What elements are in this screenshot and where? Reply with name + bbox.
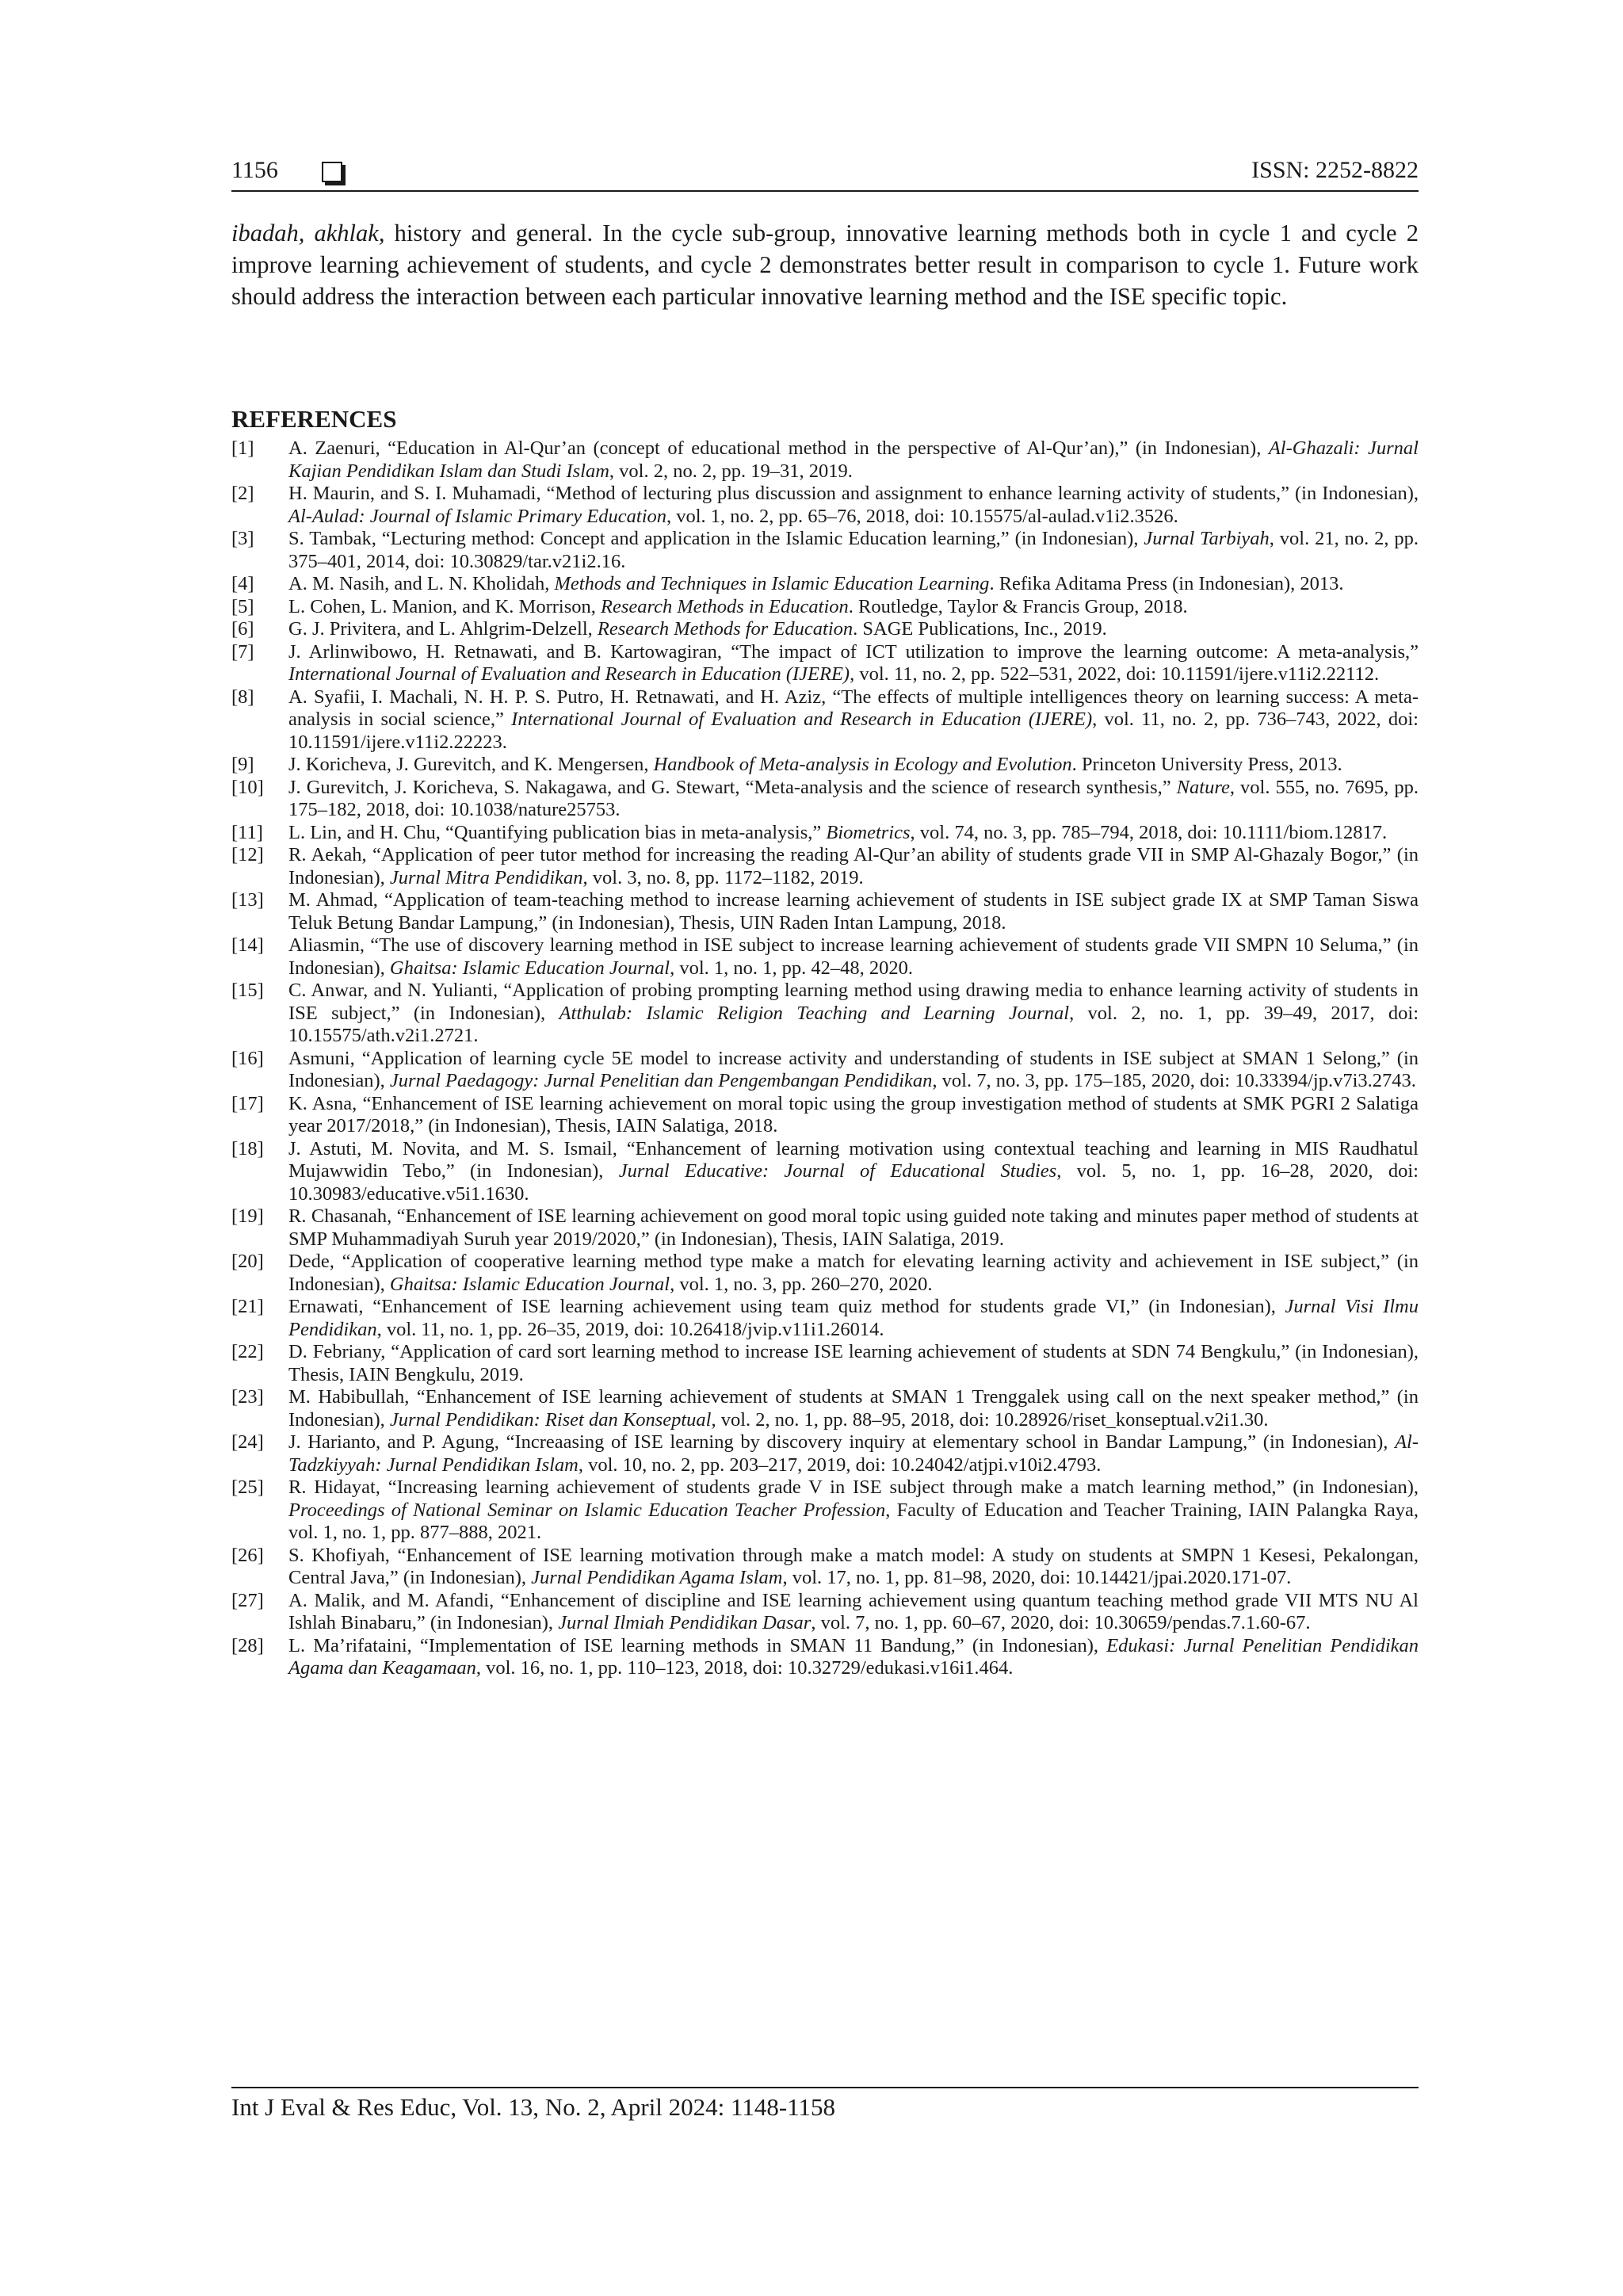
reference-number: [11]: [231, 821, 263, 843]
reference-details: . Routledge, Taylor & Francis Group, 2018.: [848, 595, 1188, 617]
reference-source: Edukasi: Jurnal Penelitian Pendidikan Agama dan Keagamaan: [288, 1634, 1419, 1679]
reference-number: [27]: [231, 1589, 264, 1611]
reference-number: [17]: [231, 1092, 264, 1114]
reference-text: [288, 754, 1419, 777]
reference-details: . Princeton University Press, 2013.: [1071, 754, 1342, 775]
reference-authors-title: A. Syafii, I. Machali, N. H. P. S. Putro, H. Retnawati, and H. Aziz, “The effects of multiple intelligences theory on learning success: A meta-analysis in social science,”: [288, 686, 1419, 730]
square-icon: [322, 162, 342, 182]
reference-authors-title: Ernawati, “Enhancement of ISE learning achievement using team quiz method for students grade VI,” (in Indonesian),: [288, 1296, 1285, 1317]
reference-source: Methods and Techniques in Islamic Education Learning: [554, 573, 990, 594]
reference-number: [1]: [231, 437, 254, 459]
reference-text: [288, 483, 1419, 528]
reference-number: [2]: [231, 483, 254, 504]
reference-number: [19]: [231, 1205, 264, 1227]
reference-number: [21]: [231, 1296, 264, 1317]
reference-item: [231, 686, 1419, 755]
reference-item: [231, 754, 1419, 777]
reference-text: [288, 1205, 1419, 1251]
reference-item: [231, 1048, 1419, 1093]
reference-details: . SAGE Publications, Inc., 2019.: [853, 618, 1107, 640]
reference-item: [231, 573, 1419, 596]
reference-item: [231, 1251, 1419, 1296]
reference-text: [288, 980, 1419, 1048]
reference-text: [288, 1093, 1419, 1138]
reference-details: , vol. 11, no. 2, pp. 736–743, 2022, doi: 10.11591/ijere.v11i2.22223.: [288, 709, 1419, 753]
reference-source: Al-Tadzkiyyah: Jurnal Pendidikan Islam: [288, 1431, 1419, 1476]
reference-authors-title: L. Cohen, L. Manion, and K. Morrison,: [288, 595, 601, 617]
reference-item: [231, 1138, 1419, 1206]
reference-details: , vol. 16, no. 1, pp. 110–123, 2018, doi: 10.32729/edukasi.v16i1.464.: [475, 1657, 1014, 1679]
reference-item: [231, 528, 1419, 573]
reference-source: Ghaitsa: Islamic Education Journal: [389, 1273, 670, 1295]
reference-details: , vol. 2, no. 1, pp. 39–49, 2017, doi: 10.15575/ath.v2i1.2721.: [288, 1002, 1419, 1046]
reference-number: [25]: [231, 1477, 264, 1498]
reference-source: International Journal of Evaluation and Research in Education (IJERE): [511, 709, 1093, 730]
reference-source: Proceedings of National Seminar on Islamic Education Teacher Profession: [288, 1499, 886, 1521]
reference-item: [231, 1635, 1419, 1680]
reference-details: , vol. 74, no. 3, pp. 785–794, 2018, doi: 10.1111/biom.12817.: [910, 821, 1388, 843]
reference-item: [231, 1205, 1419, 1251]
reference-number: [8]: [231, 686, 254, 708]
reference-authors-title: J. Gurevitch, J. Koricheva, S. Nakagawa, and G. Stewart, “Meta-analysis and the science of research synthesis,”: [288, 776, 1177, 798]
reference-authors-title: L. Lin, and H. Chu, “Quantifying publication bias in meta-analysis,”: [288, 821, 827, 843]
reference-item: [231, 618, 1419, 641]
reference-number: [18]: [231, 1137, 264, 1159]
reference-item: [231, 1590, 1419, 1635]
reference-number: [5]: [231, 595, 254, 617]
reference-details: , vol. 2, no. 2, pp. 19–31, 2019.: [609, 460, 853, 482]
reference-source: Handbook of Meta-analysis in Ecology and Evolution: [653, 754, 1072, 775]
reference-authors-title: J. Arlinwibowo, H. Retnawati, and B. Kartowagiran, “The impact of ICT utilization to improve the learning outcome: A meta-analysis,”: [288, 640, 1419, 663]
reference-number: [3]: [231, 528, 254, 549]
italic-lead: ibadah, akhlak,: [231, 220, 385, 246]
reference-text: [288, 934, 1419, 980]
reference-item: [231, 1093, 1419, 1138]
reference-details: , vol. 17, no. 1, pp. 81–98, 2020, doi: 10.14421/jpai.2020.171-07.: [782, 1567, 1292, 1588]
footer-divider: [231, 2087, 1419, 2088]
reference-source: International Journal of Evaluation and Research in Education (IJERE): [288, 663, 850, 685]
reference-source: Atthulab: Islamic Religion Teaching and Learning Journal: [559, 1002, 1070, 1024]
reference-number: [28]: [231, 1634, 264, 1656]
reference-text: [288, 822, 1419, 845]
reference-text: [288, 777, 1419, 822]
reference-authors-title: D. Febriany, “Application of card sort learning method to increase ISE learning achievement of students at SDN 74 Bengkulu,” (in Indonesian), Thesis, IAIN Bengkulu, 2019.: [288, 1341, 1419, 1385]
reference-number: [15]: [231, 980, 264, 1001]
reference-text: [288, 1635, 1419, 1680]
reference-item: [231, 980, 1419, 1048]
reference-source: Biometrics: [826, 821, 911, 843]
reference-item: [231, 777, 1419, 822]
reference-text: [288, 889, 1419, 934]
reference-number: [23]: [231, 1386, 264, 1408]
reference-item: [231, 822, 1419, 845]
reference-number: [20]: [231, 1251, 264, 1272]
reference-source: Research Methods in Education: [601, 595, 849, 617]
reference-number: [12]: [231, 844, 264, 865]
reference-item: [231, 1431, 1419, 1477]
reference-text: [288, 1048, 1419, 1093]
reference-text: [288, 573, 1419, 596]
reference-details: , vol. 3, no. 8, pp. 1172–1182, 2019.: [582, 866, 864, 888]
reference-details: , vol. 10, no. 2, pp. 203–217, 2019, doi: 10.24042/atjpi.v10i2.4793.: [578, 1454, 1102, 1476]
reference-number: [13]: [231, 889, 264, 911]
reference-details: , vol. 5, no. 1, pp. 16–28, 2020, doi: 10.30983/educative.v5i1.1630.: [288, 1160, 1419, 1205]
reference-text: [288, 1386, 1419, 1431]
reference-authors-title: A. Malik, and M. Afandi, “Enhancement of discipline and ISE learning achievement using quantum teaching method grade VII MTS NU Al Ishlah Binabaru,” (in Indonesian),: [288, 1589, 1419, 1633]
reference-source: Jurnal Educative: Journal of Educational Studies: [618, 1160, 1057, 1182]
header-divider: [231, 190, 1419, 192]
reference-authors-title: J. Koricheva, J. Gurevitch, and K. Mengersen,: [288, 754, 654, 775]
paragraph-text: history and general. In the cycle sub-group, innovative learning methods both in cycle 1 and cycle 2 improve learning achievement of students, and cycle 2 demonstrates better result in comparison to cycle 1. Future work should address the interaction between each particular innovative learning method and the ISE specific topic.: [231, 220, 1419, 310]
reference-source: Jurnal Pendidikan: Riset dan Konseptual: [389, 1408, 712, 1431]
reference-number: [16]: [231, 1047, 264, 1069]
reference-source: Ghaitsa: Islamic Education Journal: [389, 957, 670, 979]
reference-item: [231, 641, 1419, 686]
reference-authors-title: M. Habibullah, “Enhancement of ISE learning achievement of students at SMAN 1 Trenggalek using call on the next speaker method,” (in Indonesian),: [288, 1386, 1419, 1431]
reference-number: [10]: [231, 776, 264, 798]
reference-number: [22]: [231, 1341, 264, 1362]
reference-details: , vol. 1, no. 1, pp. 42–48, 2020.: [670, 957, 914, 979]
reference-item: [231, 1545, 1419, 1590]
reference-details: , vol. 11, no. 2, pp. 522–531, 2022, doi: 10.11591/ijere.v11i2.22112.: [850, 663, 1380, 685]
reference-source: Jurnal Paedagogy: Jurnal Penelitian dan Pengembangan Pendidikan: [389, 1070, 933, 1091]
reference-authors-title: Aliasmin, “The use of discovery learning method in ISE subject to increase learning achievement of students grade VII SMPN 10 Seluma,” (in Indonesian),: [288, 934, 1419, 979]
reference-authors-title: A. M. Nasih, and L. N. Kholidah,: [288, 573, 555, 594]
reference-authors-title: Asmuni, “Application of learning cycle 5E model to increase activity and understanding of students in ISE subject at SMAN 1 Selong,” (in Indonesian),: [288, 1047, 1419, 1091]
reference-details: , vol. 11, no. 1, pp. 26–35, 2019, doi: 10.26418/jvip.v11i1.26014.: [376, 1318, 884, 1340]
reference-number: [24]: [231, 1431, 264, 1453]
reference-item: [231, 596, 1419, 619]
reference-source: Jurnal Pendidikan Agama Islam: [531, 1567, 783, 1588]
reference-text: [288, 1431, 1419, 1477]
reference-text: [288, 844, 1419, 889]
reference-authors-title: R. Chasanah, “Enhancement of ISE learning achievement on good moral topic using guided note taking and minutes paper method of students at SMP Muhammadiyah Suruh year 2019/2020,” (in Indonesian), Thesis, IAIN Salatiga, 2019.: [288, 1205, 1419, 1250]
reference-item: [231, 934, 1419, 980]
reference-details: . Refika Aditama Press (in Indonesian), 2013.: [989, 573, 1344, 594]
reference-text: [288, 1477, 1419, 1545]
page-footer: Int J Eval & Res Educ, Vol. 13, No. 2, April 2024: 1148-1158: [231, 2093, 836, 2121]
reference-number: [4]: [231, 573, 254, 594]
reference-authors-title: J. Astuti, M. Novita, and M. S. Ismail, “Enhancement of learning motivation using contextual teaching and learning in MIS Raudhatul Mujawwidin Tebo,” (in Indonesian),: [288, 1137, 1419, 1182]
reference-text: [288, 618, 1419, 641]
reference-authors-title: G. J. Privitera, and L. Ahlgrim-Delzell,: [288, 618, 598, 640]
reference-details: , vol. 2, no. 1, pp. 88–95, 2018, doi: 10.28926/riset_konseptual.v2i1.30.: [711, 1408, 1269, 1431]
reference-item: [231, 1386, 1419, 1431]
reference-authors-title: R. Aekah, “Application of peer tutor method for increasing the reading Al-Qur’an ability of students grade VII in SMP Al-Ghazaly Bogor,” (in Indonesian),: [288, 844, 1419, 888]
reference-text: [288, 437, 1419, 483]
reference-item: [231, 1296, 1419, 1341]
reference-source: Al-Aulad: Journal of Islamic Primary Education: [288, 505, 666, 527]
page-header: [231, 152, 1419, 192]
reference-number: [7]: [231, 640, 254, 663]
reference-text: [288, 1251, 1419, 1296]
reference-text: [288, 596, 1419, 619]
references-heading: REFERENCES: [231, 405, 397, 433]
reference-authors-title: R. Hidayat, “Increasing learning achievement of students grade V in ISE subject through make a match learning method,” (in Indonesian),: [288, 1477, 1419, 1498]
reference-source: Jurnal Visi Ilmu Pendidikan: [288, 1296, 1419, 1340]
reference-text: [288, 1296, 1419, 1341]
reference-authors-title: S. Khofiyah, “Enhancement of ISE learning motivation through make a match model: A study on students at SMPN 1 Kesesi, Pekalongan, Central Java,” (in Indonesian),: [288, 1544, 1419, 1588]
issn-label: ISSN: 2252-8822: [1251, 157, 1419, 183]
reference-item: [231, 437, 1419, 483]
reference-authors-title: J. Harianto, and P. Agung, “Increaasing of ISE learning by discovery inquiry at elementary school in Bandar Lampung,” (in Indonesian),: [288, 1431, 1396, 1453]
page-number: 1156: [231, 157, 278, 183]
reference-item: [231, 1477, 1419, 1545]
reference-text: [288, 1138, 1419, 1206]
reference-source: Al-Ghazali: Jurnal Kajian Pendidikan Islam dan Studi Islam: [288, 437, 1419, 482]
reference-details: , Faculty of Education and Teacher Training, IAIN Palangka Raya, vol. 1, no. 1, pp. 877–888, 2021.: [288, 1499, 1419, 1543]
reference-item: [231, 483, 1419, 528]
reference-authors-title: H. Maurin, and S. I. Muhamadi, “Method of lecturing plus discussion and assignment to enhance learning activity of students,” (in Indonesian),: [288, 483, 1419, 504]
reference-item: [231, 1341, 1419, 1386]
reference-text: [288, 528, 1419, 573]
reference-details: , vol. 7, no. 1, pp. 60–67, 2020, doi: 10.30659/pendas.7.1.60-67.: [811, 1612, 1311, 1633]
reference-source: Jurnal Ilmiah Pendidikan Dasar: [558, 1612, 812, 1633]
reference-number: [26]: [231, 1544, 264, 1566]
reference-details: , vol. 555, no. 7695, pp. 175–182, 2018, doi: 10.1038/nature25753.: [288, 776, 1419, 820]
reference-authors-title: M. Ahmad, “Application of team-teaching method to increase learning achievement of students in ISE subject grade IX at SMP Taman Siswa Teluk Betung Bandar Lampung,” (in Indonesian), Thesis, UIN Raden Intan Lampung, 2018.: [288, 889, 1419, 934]
reference-text: [288, 641, 1419, 686]
reference-details: , vol. 1, no. 2, pp. 65–76, 2018, doi: 10.15575/al-aulad.v1i2.3526.: [666, 505, 1178, 527]
references-list: [231, 437, 1419, 1680]
reference-authors-title: S. Tambak, “Lecturing method: Concept and application in the Islamic Education learning,” (in Indonesian),: [288, 528, 1144, 549]
reference-authors-title: K. Asna, “Enhancement of ISE learning achievement on moral topic using the group investigation method of students at SMK PGRI 2 Salatiga year 2017/2018,” (in Indonesian), Thesis, IAIN Salatiga, 2018.: [288, 1092, 1419, 1137]
reference-number: [14]: [231, 934, 264, 956]
reference-item: [231, 889, 1419, 934]
reference-source: Jurnal Mitra Pendidikan: [389, 866, 583, 888]
reference-text: [288, 1341, 1419, 1386]
reference-authors-title: A. Zaenuri, “Education in Al-Qur’an (concept of educational method in the perspective of Al-Qur’an),” (in Indonesian),: [288, 437, 1269, 459]
reference-source: Nature: [1176, 776, 1230, 798]
reference-authors-title: L. Ma’rifataini, “Implementation of ISE learning methods in SMAN 11 Bandung,” (in Indonesian),: [288, 1634, 1107, 1656]
reference-details: , vol. 7, no. 3, pp. 175–185, 2020, doi: 10.33394/jp.v7i3.2743.: [932, 1070, 1416, 1091]
reference-number: [9]: [231, 754, 254, 775]
reference-text: [288, 1545, 1419, 1590]
reference-authors-title: C. Anwar, and N. Yulianti, “Application of probing prompting learning method using drawing media to enhance learning activity of students in ISE subject,” (in Indonesian),: [288, 980, 1419, 1024]
body-paragraph: [231, 217, 1419, 312]
reference-details: , vol. 1, no. 3, pp. 260–270, 2020.: [670, 1273, 933, 1295]
reference-item: [231, 844, 1419, 889]
reference-details: , vol. 21, no. 2, pp. 375–401, 2014, doi: 10.30829/tar.v21i2.16.: [288, 528, 1419, 572]
reference-text: [288, 686, 1419, 755]
reference-text: [288, 1590, 1419, 1635]
reference-authors-title: Dede, “Application of cooperative learning method type make a match for elevating learning activity and achievement in ISE subject,” (in Indonesian),: [288, 1251, 1419, 1295]
reference-number: [6]: [231, 618, 254, 640]
reference-source: Research Methods for Education: [597, 618, 854, 640]
reference-source: Jurnal Tarbiyah: [1144, 528, 1270, 549]
